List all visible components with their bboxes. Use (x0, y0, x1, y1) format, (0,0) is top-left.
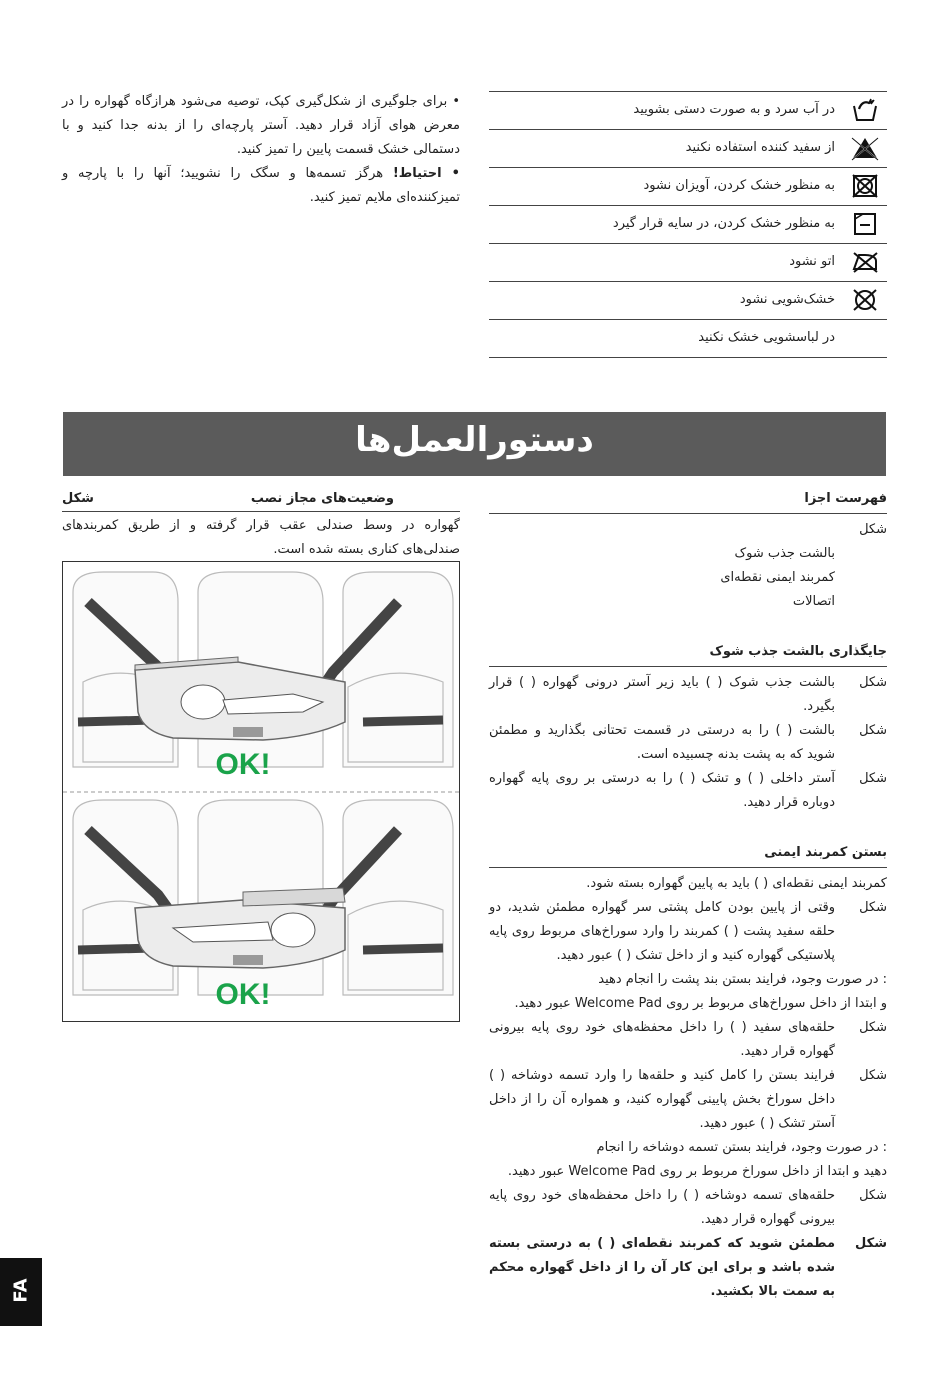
shock-pad-title: جایگذاری بالشت جذب شوک (489, 640, 887, 667)
language-code: FA (10, 1278, 32, 1303)
care-text: از سفید کننده استفاده نکنید (685, 140, 835, 155)
step-text: فرایند بستن را کامل کنید و حلقه‌ها را وارد تسمه دوشاخه ( ) داخل سوراخ بخش پایینی گهواره کنید، و همواره آن را از داخل آستر تشک ( ) عبور دهید. (489, 1068, 835, 1131)
hand-wash-icon (851, 97, 879, 123)
care-row-no-dry-clean (489, 282, 887, 320)
care-row-hand-wash (489, 92, 887, 130)
care-text: در لباسشویی خشک نکنید (698, 330, 835, 345)
care-row-shade-dry (489, 206, 887, 244)
care-text: به منظور خشک کردن، در سایه قرار گیرد (612, 216, 835, 231)
note-mold: • برای جلوگیری از شکل‌گیری کپک، توصیه می‌شود هرازگاه گهواره را در معرض هوای آزاد قرار دهید. آستر پارچه‌ای را از بدنه جدا کنید و با دستمالی خشک قسمت پایین را تمیز کنید. (62, 94, 460, 157)
install-illustration (62, 561, 460, 1022)
step-text: بالشت ( ) را به درستی در قسمت تحتانی بگذارید و مطمئن شوید که به پشت بدنه چسبیده است. (489, 723, 835, 762)
shock-pad-step (489, 719, 887, 767)
no-dry-clean-icon (851, 287, 879, 313)
install-text: گهواره در وسط صندلی عقب قرار گرفته و از طریق کمربندهای صندلی‌های کناری بسته شده است. (62, 518, 460, 557)
ok-label-bottom: OK! (215, 978, 271, 1011)
step-text: حلقه‌های سفید ( ) را داخل محفظه‌های خود روی پایه بیرونی گهواره قرار دهید. (489, 1020, 835, 1059)
figure-label: شکل (859, 1188, 887, 1203)
belt-step (489, 896, 887, 968)
figure-label: شکل (859, 900, 887, 915)
car-seat-illustration (63, 562, 459, 1021)
instructions-column (489, 487, 887, 1304)
care-instructions-table (489, 91, 887, 358)
parts-item: بالشت جذب شوک (734, 546, 835, 561)
figure-label: شکل (859, 1068, 887, 1083)
ok-label-top: OK! (215, 748, 271, 781)
parts-title: فهرست اجزا (489, 487, 887, 514)
step-text: حلقه‌های تسمه دوشاخه ( ) را داخل محفظه‌های خود روی پایه بیرونی گهواره قرار دهید. (489, 1188, 835, 1227)
no-bleach-icon (851, 135, 879, 161)
figure-label: شکل (855, 1236, 887, 1251)
belt-intro: کمربند ایمنی نقطه‌ای ( ) باید به پایین گهواره بسته شود. (586, 876, 887, 891)
no-iron-icon (851, 249, 879, 275)
figure-label: شکل (859, 771, 887, 786)
step-text: آستر داخلی ( ) و تشک ( ) را به درستی بر روی پایه گهواره دوباره قرار دهید. (489, 771, 835, 810)
shock-pad-step (489, 767, 887, 815)
figure-label: شکل (859, 723, 887, 738)
section-banner (63, 412, 886, 476)
belt-step (489, 1064, 887, 1136)
scene-top (73, 572, 453, 767)
banner-title: دستورالعمل‌ها (355, 420, 594, 460)
install-col-figure: شکل (62, 491, 94, 506)
care-row-no-machine-dry (489, 320, 887, 358)
scene-bottom (73, 800, 453, 995)
figure-label: شکل (859, 1020, 887, 1035)
caution-label: • احتیاط! (392, 166, 460, 181)
install-col-title: وضعیت‌های مجاز نصب (250, 491, 394, 506)
belt-step (489, 1184, 887, 1232)
parts-item: کمربند ایمنی نقطه‌ای (720, 570, 835, 585)
care-text: در آب سرد و به صورت دستی بشویید (633, 102, 835, 117)
belt-note: دهید و ابتدا از داخل سوراخ مربوط بر روی Welcome Pad عبور دهید. (507, 1164, 887, 1179)
install-column (62, 487, 460, 562)
shock-pad-step (489, 671, 887, 719)
language-tab (0, 1258, 42, 1326)
care-text: خشک‌شویی نشود (739, 292, 835, 307)
belt-title: بستن کمربند ایمنی (489, 841, 887, 868)
dry-in-shade-icon (851, 211, 879, 237)
care-text: اتو نشود (789, 254, 835, 269)
care-text: به منظور خشک کردن، آویزان نشود (643, 178, 835, 193)
belt-step-final (489, 1232, 887, 1304)
caution-text: هرگز تسمه‌ها و سگک را نشویید؛ آنها را با پارچه و تمیزکننده‌ای ملایم تمیز کنید. (62, 166, 460, 205)
figure-label: شکل (859, 675, 887, 690)
no-tumble-hang-icon (851, 173, 879, 199)
care-notes (62, 90, 460, 210)
note-caution (62, 162, 460, 210)
install-header (62, 487, 460, 512)
parts-figure-label: شکل (859, 522, 887, 537)
belt-note: : در صورت وجود، فرایند بستن بند پشت را انجام دهید (598, 972, 887, 987)
belt-note: و ابتدا از داخل سوراخ‌های مربوط بر روی Welcome Pad عبور دهید. (514, 996, 887, 1011)
step-text: وقتی از پایین بودن کامل پشتی سر گهواره مطمئن شدید، دو حلقه سفید پشت ( ) کمربند را وارد سوراخ‌های مربوط روی پایه پلاستیکی گهواره کنید و از داخل تشک ( ) عبور دهید. (489, 900, 835, 963)
care-row-no-iron (489, 244, 887, 282)
care-row-no-bleach (489, 130, 887, 168)
care-row-no-hang (489, 168, 887, 206)
belt-note: : در صورت وجود، فرایند بستن تسمه دوشاخه را انجام (596, 1140, 887, 1155)
parts-item: اتصالات (792, 594, 835, 609)
step-text: مطمئن شوید که کمربند نقطه‌ای ( ) به درستی بسته شده باشد و برای این کار آن را از داخل گهواره محکم به سمت بالا بکشید. (489, 1236, 835, 1299)
belt-step (489, 1016, 887, 1064)
step-text: بالشت جذب شوک ( ) باید زیر آستر درونی گهواره ( ) قرار بگیرد. (489, 675, 835, 714)
